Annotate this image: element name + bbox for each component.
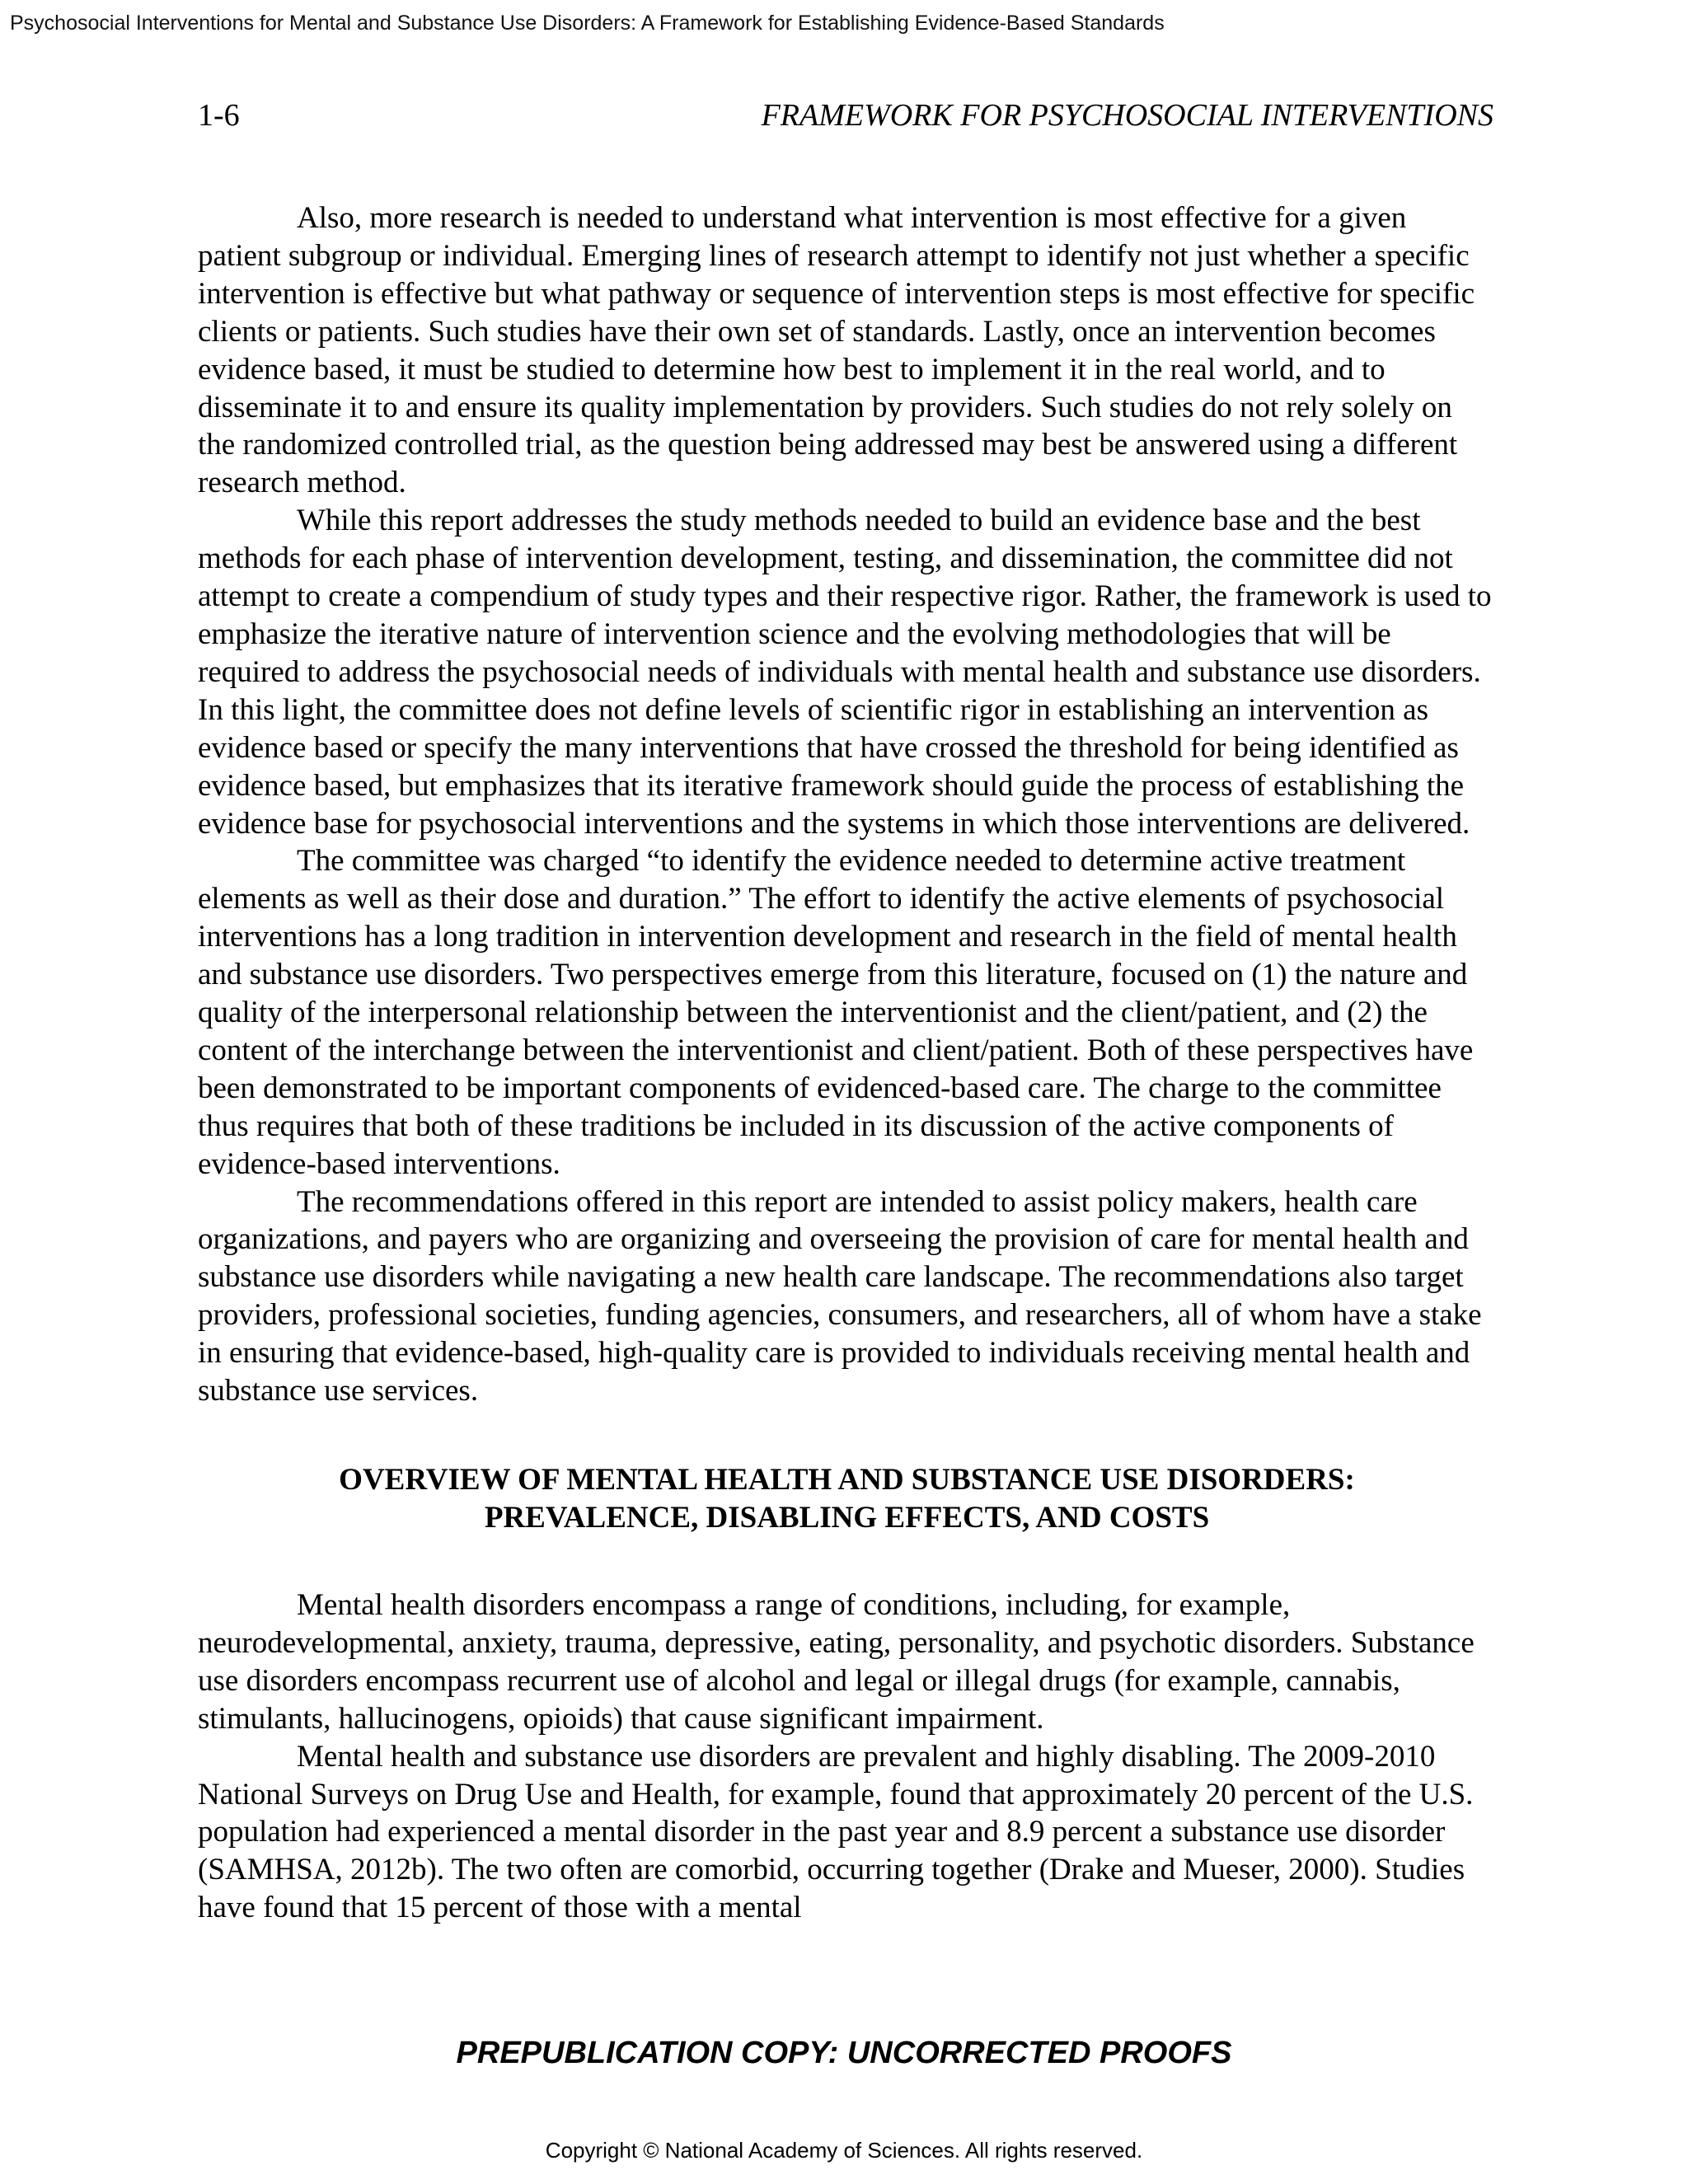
- section-heading-line: PREVALENCE, DISABLING EFFECTS, AND COSTS: [484, 1501, 1210, 1535]
- copyright-notice: Copyright © National Academy of Sciences. All rights reserved.: [545, 2138, 1143, 2163]
- page-number: 1-6: [198, 98, 240, 133]
- section-heading: [198, 1461, 1496, 1537]
- paragraph: Mental health disorders encompass a range of conditions, including, for example, neurodevelopmental, anxiety, trauma, depressive, eating, personality, and psychotic disorders. Substance use disorders encompass recurrent use of alcohol and legal or illegal drugs (for example, cannabis, stimulants, hallucinogens, opioids) that cause significant impairment.: [198, 1588, 1475, 1736]
- body-text: [198, 199, 1496, 1927]
- prepublication-notice: PREPUBLICATION COPY: UNCORRECTED PROOFS: [456, 2036, 1232, 2070]
- section-heading-line: OVERVIEW OF MENTAL HEALTH AND SUBSTANCE USE DISORDERS:: [339, 1463, 1355, 1497]
- paragraph: The recommendations offered in this report are intended to assist policy makers, health care organizations, and payers who are organizing and overseeing the provision of care for mental health and substance use disorders while navigating a new health care landscape. The recommendations also target providers, professional societies, funding agencies, consumers, and researchers, all of whom have a stake in ensuring that evidence-based, high-quality care is provided to individuals receiving mental health and substance use services.: [198, 1184, 1482, 1408]
- paragraph: Mental health and substance use disorders are prevalent and highly disabling. The 2009-2010 National Surveys on Drug Use and Health, for example, found that approximately 20 percent of the U.S. population had experienced a mental disorder in the past year and 8.9 percent a substance use disorder (SAMHSA, 2012b). The two often are comorbid, occurring together (Drake and Mueser, 2000). Studies have found that 15 percent of those with a mental: [198, 1739, 1474, 1925]
- paragraph: The committee was charged “to identify the evidence needed to determine active treatment elements as well as their dose and duration.” The effort to identify the active elements of psychosocial interventions has a long tradition in intervention development and research in the field of mental health and substance use disorders. Two perspectives emerge from this literature, focused on (1) the nature and quality of the interpersonal relationship between the interventionist and the client/patient, and (2) the content of the interchange between the interventionist and client/patient. Both of these perspectives have been demonstrated to be important components of evidenced-based care. The charge to the committee thus requires that both of these traditions be included in its discussion of the active components of evidence-based interventions.: [198, 844, 1474, 1181]
- paragraph: Also, more research is needed to understand what intervention is most effective for a given patient subgroup or individual. Emerging lines of research attempt to identify not just whether a specific intervention is effective but what pathway or sequence of intervention steps is most effective for specific clients or patients. Such studies have their own set of standards. Lastly, once an intervention becomes evidence based, it must be studied to determine how best to implement it in the real world, and to disseminate it to and ensure its quality implementation by providers. Such studies do not rely solely on the randomized controlled trial, as the question being addressed may best be answered using a different research method.: [198, 201, 1475, 500]
- document-banner: Psychosocial Interventions for Mental and Substance Use Disorders: A Framework for Establishing Evidence-Based Standards: [10, 12, 1165, 35]
- running-head-title: FRAMEWORK FOR PSYCHOSOCIAL INTERVENTIONS: [761, 98, 1493, 133]
- running-head: [198, 97, 1493, 134]
- paragraph: While this report addresses the study methods needed to build an evidence base and the best methods for each phase of intervention development, testing, and dissemination, the committee did not attempt to create a compendium of study types and their respective rigor. Rather, the framework is used to emphasize the iterative nature of intervention science and the evolving methodologies that will be required to address the psychosocial needs of individuals with mental health and substance use disorders. In this light, the committee does not define levels of scientific rigor in establishing an intervention as evidence based or specify the many interventions that have crossed the threshold for being identified as evidence based, but emphasizes that its iterative framework should guide the process of establishing the evidence base for psychosocial interventions and the systems in which those interventions are delivered.: [198, 504, 1492, 841]
